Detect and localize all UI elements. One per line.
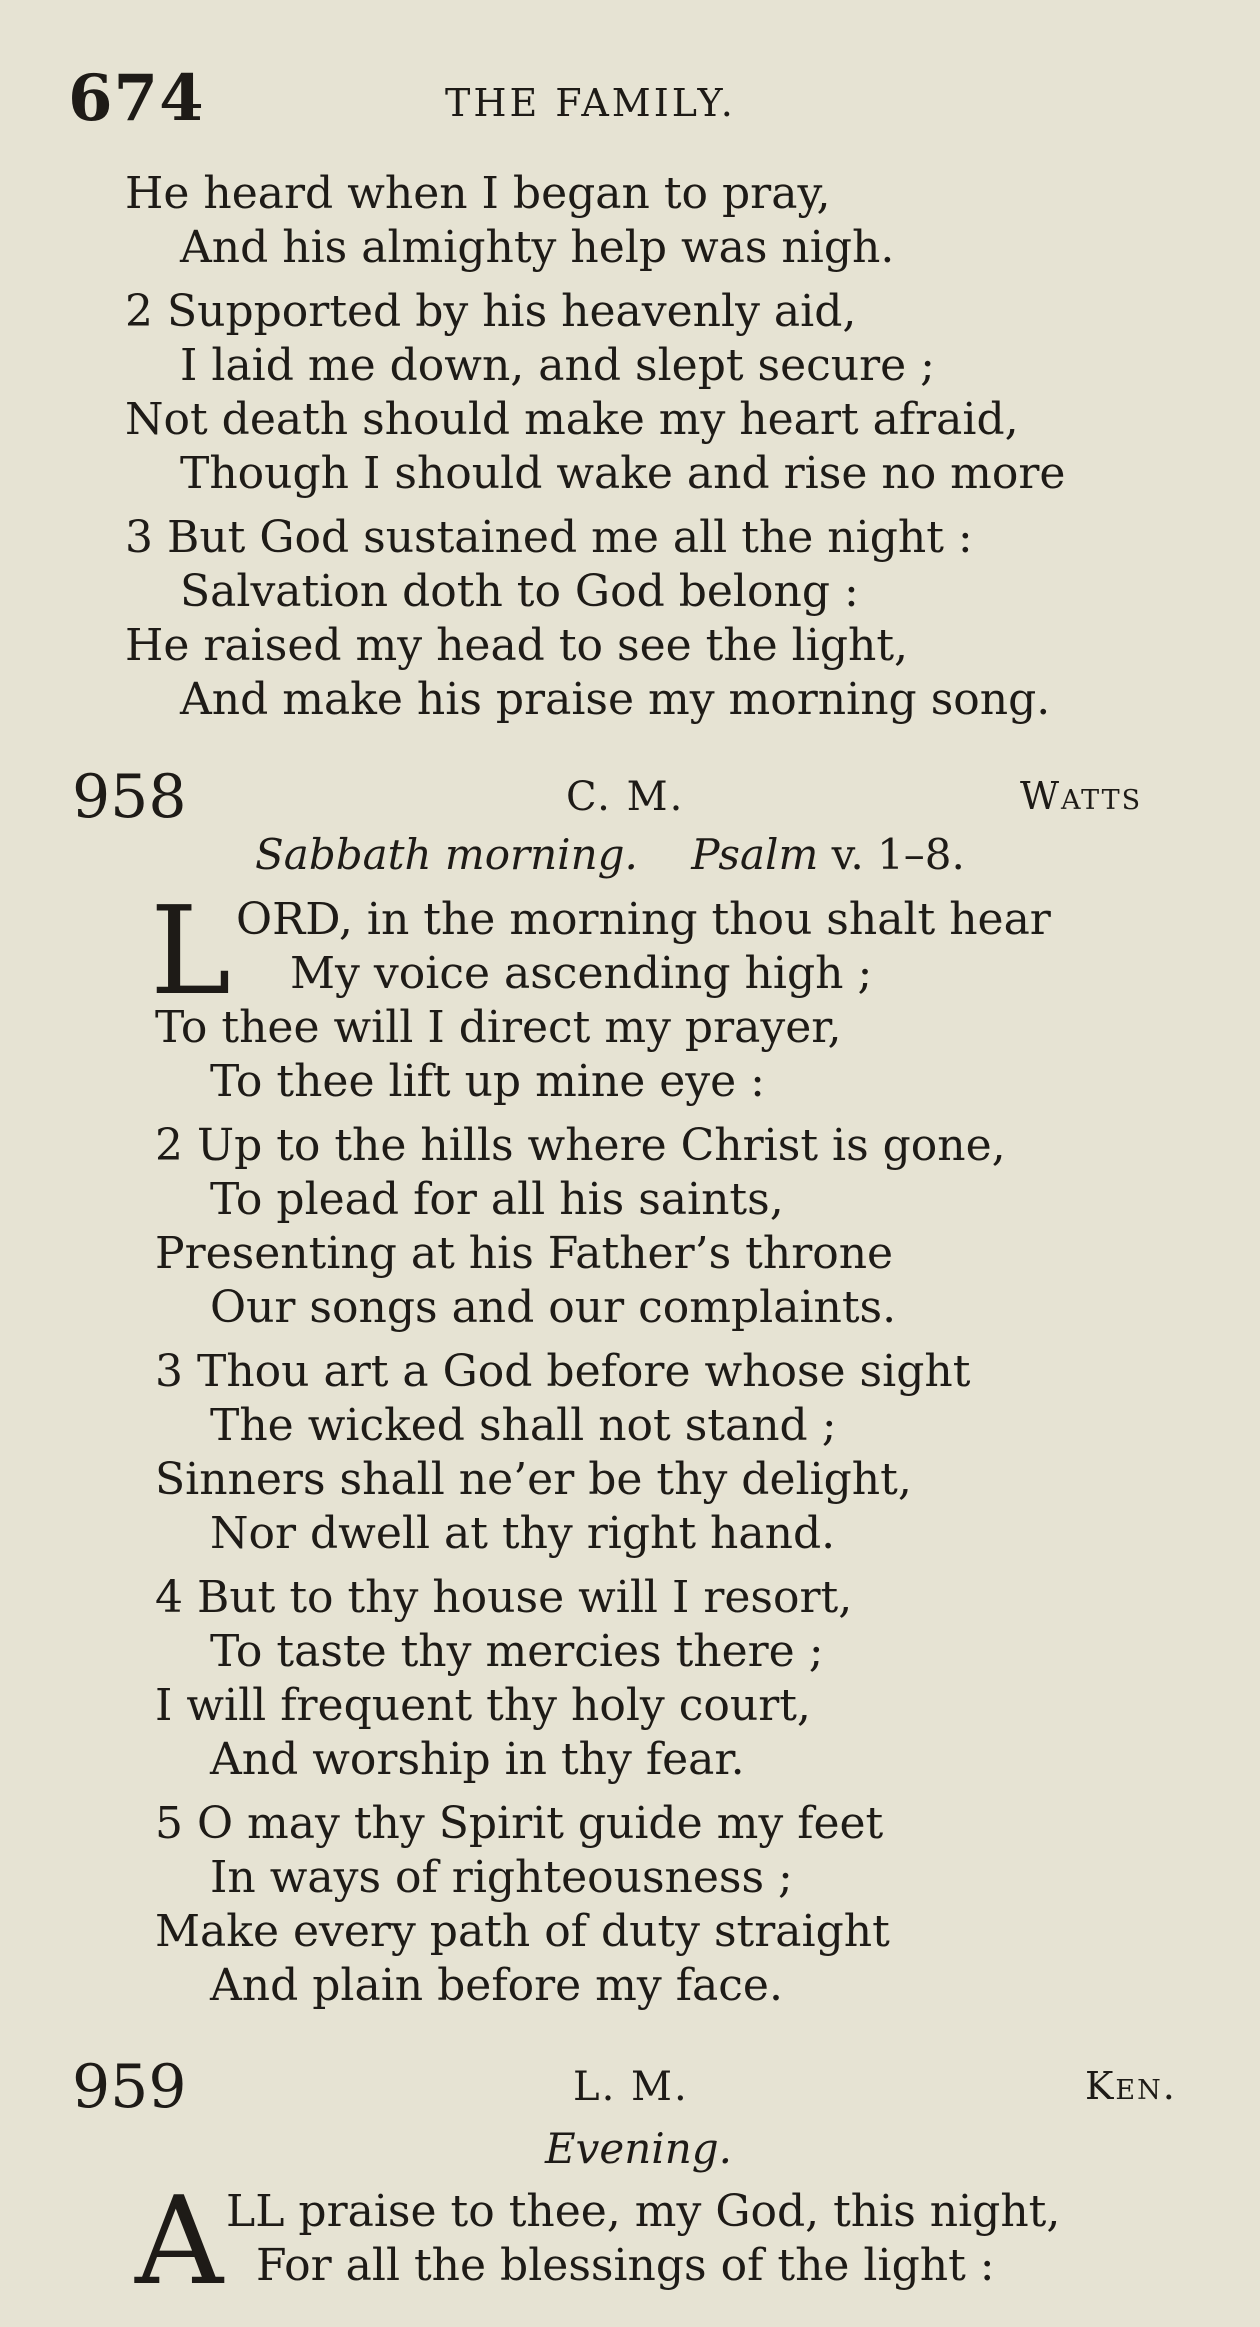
verse-line: To thee will I direct my prayer, bbox=[155, 1002, 842, 1053]
psalm-reference: v. 1–8. bbox=[831, 830, 965, 879]
verse-line: 2 Up to the hills where Christ is gone, bbox=[155, 1120, 1006, 1171]
drop-cap: L bbox=[150, 880, 232, 1022]
subtitle-text: Evening. bbox=[545, 2124, 733, 2173]
psalm-label: Psalm bbox=[691, 830, 819, 879]
verse-line: Make every path of duty straight bbox=[155, 1906, 890, 1957]
verse-line: For all the blessings of the light : bbox=[256, 2240, 995, 2291]
verse-line: 3 But God sustained me all the night : bbox=[125, 512, 973, 563]
author: Watts bbox=[1020, 774, 1143, 818]
verse-line: And plain before my face. bbox=[210, 1960, 783, 2011]
verse-line: Not death should make my heart afraid, bbox=[125, 394, 1019, 445]
hymn-number: 959 bbox=[72, 2052, 187, 2122]
author: Ken. bbox=[1085, 2064, 1177, 2108]
drop-cap: A bbox=[135, 2170, 224, 2312]
verse-line: And his almighty help was nigh. bbox=[180, 222, 895, 273]
hymn-heading bbox=[0, 2052, 1260, 2122]
running-head: THE FAMILY. bbox=[445, 81, 736, 125]
verse-line: In ways of righteousness ; bbox=[210, 1852, 793, 1903]
verse-line: 3 Thou art a God before whose sight bbox=[155, 1346, 971, 1397]
meter: C. M. bbox=[566, 774, 685, 820]
verse-line: 2 Supported by his heavenly aid, bbox=[125, 286, 857, 337]
verse-line: ORD, in the morning thou shalt hear bbox=[236, 894, 1051, 945]
verse-line: I laid me down, and slept secure ; bbox=[180, 340, 936, 391]
hymn-heading bbox=[0, 762, 1260, 832]
verse-line: The wicked shall not stand ; bbox=[210, 1400, 837, 1451]
hymn-subtitle bbox=[255, 830, 965, 879]
verse-line: Though I should wake and rise no more bbox=[180, 448, 1066, 499]
verse-line: Presenting at his Father’s throne bbox=[155, 1228, 894, 1279]
verse-line: To taste thy mercies there ; bbox=[210, 1626, 824, 1677]
hymn-subtitle bbox=[545, 2124, 732, 2173]
verse-line: Salvation doth to God belong : bbox=[180, 566, 859, 617]
page-header bbox=[0, 55, 1260, 145]
verse-line: My voice ascending high ; bbox=[290, 948, 873, 999]
verse-line: I will frequent thy holy court, bbox=[155, 1680, 811, 1731]
verse-line: And worship in thy fear. bbox=[210, 1734, 745, 1785]
hymn-number: 958 bbox=[72, 762, 187, 832]
verse-line: Our songs and our complaints. bbox=[210, 1282, 897, 1333]
verse-line: He raised my head to see the light, bbox=[125, 620, 908, 671]
verse-line: Sinners shall ne’er be thy delight, bbox=[155, 1454, 912, 1505]
verse-line: To plead for all his saints, bbox=[210, 1174, 784, 1225]
verse-line: He heard when I began to pray, bbox=[125, 168, 831, 219]
verse-line: To thee lift up mine eye : bbox=[210, 1056, 765, 1107]
page-number: 674 bbox=[68, 61, 205, 136]
verse-line: And make his praise my morning song. bbox=[180, 674, 1051, 725]
meter: L. M. bbox=[573, 2064, 689, 2110]
verse-line: LL praise to thee, my God, this night, bbox=[226, 2186, 1061, 2237]
verse-line: 5 O may thy Spirit guide my feet bbox=[155, 1798, 884, 1849]
subtitle-text: Sabbath morning. bbox=[255, 830, 638, 879]
verse-line: 4 But to thy house will I resort, bbox=[155, 1572, 853, 1623]
verse-line: Nor dwell at thy right hand. bbox=[210, 1508, 836, 1559]
